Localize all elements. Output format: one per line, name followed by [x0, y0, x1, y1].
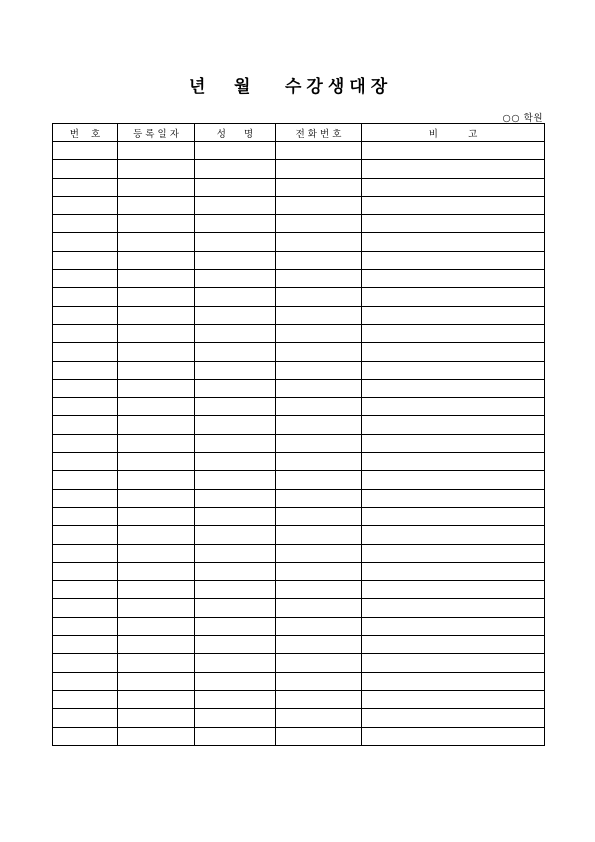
cell-phone[interactable] — [276, 416, 362, 434]
cell-registration-date[interactable] — [118, 727, 195, 745]
table-row — [53, 398, 545, 416]
cell-remarks[interactable] — [362, 306, 545, 324]
table-row — [53, 361, 545, 379]
table-row — [53, 251, 545, 269]
cell-name[interactable] — [195, 581, 276, 599]
cell-phone[interactable] — [276, 709, 362, 727]
cell-registration-date[interactable] — [118, 709, 195, 727]
cell-name[interactable] — [195, 416, 276, 434]
cell-name[interactable] — [195, 379, 276, 397]
cell-remarks[interactable] — [362, 636, 545, 654]
cell-number[interactable] — [53, 581, 118, 599]
column-header-name: 성 명 — [195, 124, 276, 142]
cell-remarks[interactable] — [362, 453, 545, 471]
cell-name[interactable] — [195, 453, 276, 471]
cell-number[interactable] — [53, 544, 118, 562]
cell-phone[interactable] — [276, 160, 362, 178]
cell-phone[interactable] — [276, 398, 362, 416]
cell-registration-date[interactable] — [118, 453, 195, 471]
table-row — [53, 233, 545, 251]
table-row — [53, 581, 545, 599]
table-row — [53, 562, 545, 580]
cell-name[interactable] — [195, 471, 276, 489]
cell-name[interactable] — [195, 562, 276, 580]
cell-phone[interactable] — [276, 379, 362, 397]
cell-phone[interactable] — [276, 324, 362, 342]
cell-number[interactable] — [53, 636, 118, 654]
table-row — [53, 434, 545, 452]
cell-registration-date[interactable] — [118, 343, 195, 361]
cell-remarks[interactable] — [362, 526, 545, 544]
table-row — [53, 270, 545, 288]
cell-registration-date[interactable] — [118, 489, 195, 507]
cell-phone[interactable] — [276, 544, 362, 562]
cell-phone[interactable] — [276, 270, 362, 288]
table-row — [53, 379, 545, 397]
cell-number[interactable] — [53, 562, 118, 580]
cell-remarks[interactable] — [362, 251, 545, 269]
cell-phone[interactable] — [276, 507, 362, 525]
column-header-phone: 전 화 번 호 — [276, 124, 362, 142]
table-row — [53, 489, 545, 507]
cell-phone[interactable] — [276, 196, 362, 214]
cell-remarks[interactable] — [362, 617, 545, 635]
table-row — [53, 215, 545, 233]
cell-number[interactable] — [53, 453, 118, 471]
cell-name[interactable] — [195, 196, 276, 214]
cell-remarks[interactable] — [362, 233, 545, 251]
cell-number[interactable] — [53, 160, 118, 178]
cell-number[interactable] — [53, 416, 118, 434]
cell-phone[interactable] — [276, 690, 362, 708]
cell-remarks[interactable] — [362, 690, 545, 708]
cell-registration-date[interactable] — [118, 416, 195, 434]
table-row — [53, 526, 545, 544]
cell-name[interactable] — [195, 361, 276, 379]
cell-registration-date[interactable] — [118, 654, 195, 672]
cell-registration-date[interactable] — [118, 361, 195, 379]
table-row — [53, 324, 545, 342]
table-row — [53, 288, 545, 306]
cell-phone[interactable] — [276, 434, 362, 452]
cell-remarks[interactable] — [362, 471, 545, 489]
cell-phone[interactable] — [276, 727, 362, 745]
cell-name[interactable] — [195, 636, 276, 654]
cell-registration-date[interactable] — [118, 636, 195, 654]
cell-name[interactable] — [195, 343, 276, 361]
cell-phone[interactable] — [276, 453, 362, 471]
cell-remarks[interactable] — [362, 142, 545, 160]
cell-remarks[interactable] — [362, 654, 545, 672]
cell-name[interactable] — [195, 160, 276, 178]
column-header-remarks: 비 고 — [362, 124, 545, 142]
cell-registration-date[interactable] — [118, 599, 195, 617]
cell-remarks[interactable] — [362, 507, 545, 525]
cell-registration-date[interactable] — [118, 215, 195, 233]
cell-phone[interactable] — [276, 617, 362, 635]
cell-registration-date[interactable] — [118, 507, 195, 525]
table-row — [53, 196, 545, 214]
cell-phone[interactable] — [276, 562, 362, 580]
cell-name[interactable] — [195, 178, 276, 196]
cell-registration-date[interactable] — [118, 690, 195, 708]
table-row — [53, 471, 545, 489]
cell-phone[interactable] — [276, 526, 362, 544]
cell-phone[interactable] — [276, 361, 362, 379]
cell-number[interactable] — [53, 471, 118, 489]
cell-remarks[interactable] — [362, 562, 545, 580]
cell-name[interactable] — [195, 727, 276, 745]
cell-registration-date[interactable] — [118, 306, 195, 324]
cell-phone[interactable] — [276, 672, 362, 690]
table-row — [53, 544, 545, 562]
student-roster-table — [52, 123, 545, 746]
cell-number[interactable] — [53, 361, 118, 379]
table-row — [53, 672, 545, 690]
cell-number[interactable] — [53, 233, 118, 251]
cell-remarks[interactable] — [362, 727, 545, 745]
cell-number[interactable] — [53, 288, 118, 306]
cell-remarks[interactable] — [362, 196, 545, 214]
cell-number[interactable] — [53, 215, 118, 233]
cell-name[interactable] — [195, 544, 276, 562]
cell-name[interactable] — [195, 324, 276, 342]
cell-name[interactable] — [195, 288, 276, 306]
cell-number[interactable] — [53, 727, 118, 745]
cell-registration-date[interactable] — [118, 178, 195, 196]
cell-name[interactable] — [195, 507, 276, 525]
cell-registration-date[interactable] — [118, 270, 195, 288]
cell-name[interactable] — [195, 251, 276, 269]
cell-remarks[interactable] — [362, 160, 545, 178]
cell-remarks[interactable] — [362, 288, 545, 306]
cell-number[interactable] — [53, 306, 118, 324]
cell-registration-date[interactable] — [118, 581, 195, 599]
cell-remarks[interactable] — [362, 270, 545, 288]
cell-number[interactable] — [53, 196, 118, 214]
cell-number[interactable] — [53, 142, 118, 160]
cell-remarks[interactable] — [362, 544, 545, 562]
cell-remarks[interactable] — [362, 379, 545, 397]
cell-number[interactable] — [53, 617, 118, 635]
cell-phone[interactable] — [276, 142, 362, 160]
cell-name[interactable] — [195, 599, 276, 617]
cell-remarks[interactable] — [362, 581, 545, 599]
cell-remarks[interactable] — [362, 434, 545, 452]
title-year-label: 년 — [189, 77, 206, 97]
cell-phone[interactable] — [276, 581, 362, 599]
cell-phone[interactable] — [276, 215, 362, 233]
cell-number[interactable] — [53, 489, 118, 507]
table-row — [53, 617, 545, 635]
cell-registration-date[interactable] — [118, 196, 195, 214]
cell-registration-date[interactable] — [118, 544, 195, 562]
title-month-label: 월 — [234, 77, 251, 97]
column-header-registration-date: 등 록 일 자 — [118, 124, 195, 142]
column-header-number: 번 호 — [53, 124, 118, 142]
table-row — [53, 599, 545, 617]
cell-registration-date[interactable] — [118, 324, 195, 342]
cell-name[interactable] — [195, 617, 276, 635]
cell-registration-date[interactable] — [118, 142, 195, 160]
cell-number[interactable] — [53, 398, 118, 416]
cell-remarks[interactable] — [362, 672, 545, 690]
cell-remarks[interactable] — [362, 361, 545, 379]
cell-registration-date[interactable] — [118, 617, 195, 635]
table-row — [53, 654, 545, 672]
table-row — [53, 690, 545, 708]
cell-number[interactable] — [53, 526, 118, 544]
cell-name[interactable] — [195, 709, 276, 727]
cell-number[interactable] — [53, 434, 118, 452]
table-row — [53, 306, 545, 324]
table-row — [53, 160, 545, 178]
table-row — [53, 636, 545, 654]
cell-number[interactable] — [53, 324, 118, 342]
table-row — [53, 453, 545, 471]
table-row — [53, 709, 545, 727]
cell-registration-date[interactable] — [118, 526, 195, 544]
cell-registration-date[interactable] — [118, 398, 195, 416]
cell-number[interactable] — [53, 251, 118, 269]
cell-number[interactable] — [53, 379, 118, 397]
cell-phone[interactable] — [276, 306, 362, 324]
cell-name[interactable] — [195, 233, 276, 251]
cell-remarks[interactable] — [362, 709, 545, 727]
cell-name[interactable] — [195, 270, 276, 288]
cell-registration-date[interactable] — [118, 233, 195, 251]
cell-name[interactable] — [195, 672, 276, 690]
table-body — [53, 142, 545, 746]
cell-name[interactable] — [195, 434, 276, 452]
cell-registration-date[interactable] — [118, 434, 195, 452]
cell-number[interactable] — [53, 178, 118, 196]
cell-remarks[interactable] — [362, 324, 545, 342]
cell-number[interactable] — [53, 654, 118, 672]
table-row — [53, 416, 545, 434]
cell-number[interactable] — [53, 507, 118, 525]
cell-remarks[interactable] — [362, 178, 545, 196]
cell-number[interactable] — [53, 343, 118, 361]
table-row — [53, 178, 545, 196]
cell-remarks[interactable] — [362, 398, 545, 416]
cell-name[interactable] — [195, 690, 276, 708]
cell-registration-date[interactable] — [118, 160, 195, 178]
cell-number[interactable] — [53, 599, 118, 617]
cell-number[interactable] — [53, 270, 118, 288]
cell-registration-date[interactable] — [118, 672, 195, 690]
cell-phone[interactable] — [276, 654, 362, 672]
table-row — [53, 142, 545, 160]
cell-remarks[interactable] — [362, 343, 545, 361]
cell-phone[interactable] — [276, 233, 362, 251]
cell-number[interactable] — [53, 709, 118, 727]
cell-name[interactable] — [195, 142, 276, 160]
cell-remarks[interactable] — [362, 599, 545, 617]
document-title — [0, 72, 595, 100]
cell-registration-date[interactable] — [118, 251, 195, 269]
cell-registration-date[interactable] — [118, 288, 195, 306]
table-row — [53, 727, 545, 745]
cell-name[interactable] — [195, 489, 276, 507]
cell-name[interactable] — [195, 306, 276, 324]
cell-name[interactable] — [195, 215, 276, 233]
cell-number[interactable] — [53, 690, 118, 708]
cell-phone[interactable] — [276, 288, 362, 306]
header-row — [53, 124, 545, 142]
cell-phone[interactable] — [276, 489, 362, 507]
cell-phone[interactable] — [276, 471, 362, 489]
cell-name[interactable] — [195, 398, 276, 416]
table-row — [53, 507, 545, 525]
table-row — [53, 343, 545, 361]
cell-registration-date[interactable] — [118, 471, 195, 489]
academy-name: ○○ 학원 — [502, 113, 543, 124]
cell-remarks[interactable] — [362, 215, 545, 233]
cell-remarks[interactable] — [362, 489, 545, 507]
cell-remarks[interactable] — [362, 416, 545, 434]
cell-registration-date[interactable] — [118, 562, 195, 580]
cell-name[interactable] — [195, 526, 276, 544]
cell-phone[interactable] — [276, 343, 362, 361]
cell-phone[interactable] — [276, 636, 362, 654]
title-main-text: 수강생대장 — [285, 77, 393, 97]
cell-phone[interactable] — [276, 178, 362, 196]
cell-phone[interactable] — [276, 599, 362, 617]
cell-registration-date[interactable] — [118, 379, 195, 397]
cell-phone[interactable] — [276, 251, 362, 269]
cell-number[interactable] — [53, 672, 118, 690]
cell-name[interactable] — [195, 654, 276, 672]
